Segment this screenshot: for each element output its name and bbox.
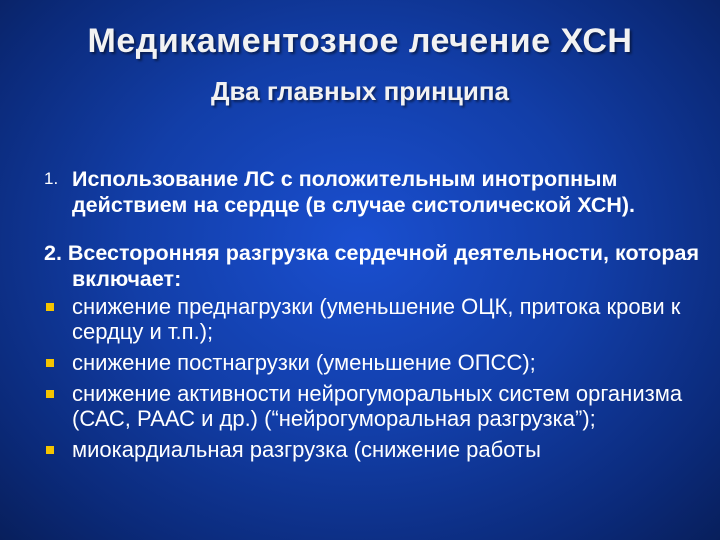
bullet-text: снижение активности нейрогуморальных систем организма (САС, РААС и др.) (“нейрогуморальная разгрузка”); bbox=[72, 381, 683, 431]
bullet-item bbox=[44, 381, 704, 431]
bullet-list bbox=[44, 294, 704, 462]
bullet-text: снижение постнагрузки (уменьшение ОПСС); bbox=[72, 350, 536, 375]
principle-2 bbox=[44, 240, 704, 292]
principle-1 bbox=[44, 166, 704, 218]
slide-title: Медикаментозное лечение ХСН bbox=[87, 22, 633, 60]
slide-subtitle: Два главных принципа bbox=[211, 76, 509, 106]
bullet-text: снижение преднагрузки (уменьшение ОЦК, притока крови к сердцу и т.п.); bbox=[72, 294, 681, 344]
bullet-item bbox=[44, 294, 704, 344]
square-bullet-icon bbox=[46, 446, 54, 454]
principle-2-text: 2. Всесторонняя разгрузка сердечной деятельности, которая включает: bbox=[44, 241, 700, 291]
square-bullet-icon bbox=[46, 303, 54, 311]
bullet-item bbox=[44, 437, 704, 462]
square-bullet-icon bbox=[46, 390, 54, 398]
square-bullet-icon bbox=[46, 359, 54, 367]
slide-body bbox=[44, 166, 704, 468]
principle-1-text: Использование ЛС с положительным инотропным действием на сердце (в случае систолической ХСН). bbox=[72, 167, 635, 217]
bullet-text: миокардиальная разгрузка (снижение работы bbox=[72, 437, 541, 462]
principle-1-number: 1. bbox=[44, 169, 59, 188]
bullet-item bbox=[44, 350, 704, 375]
